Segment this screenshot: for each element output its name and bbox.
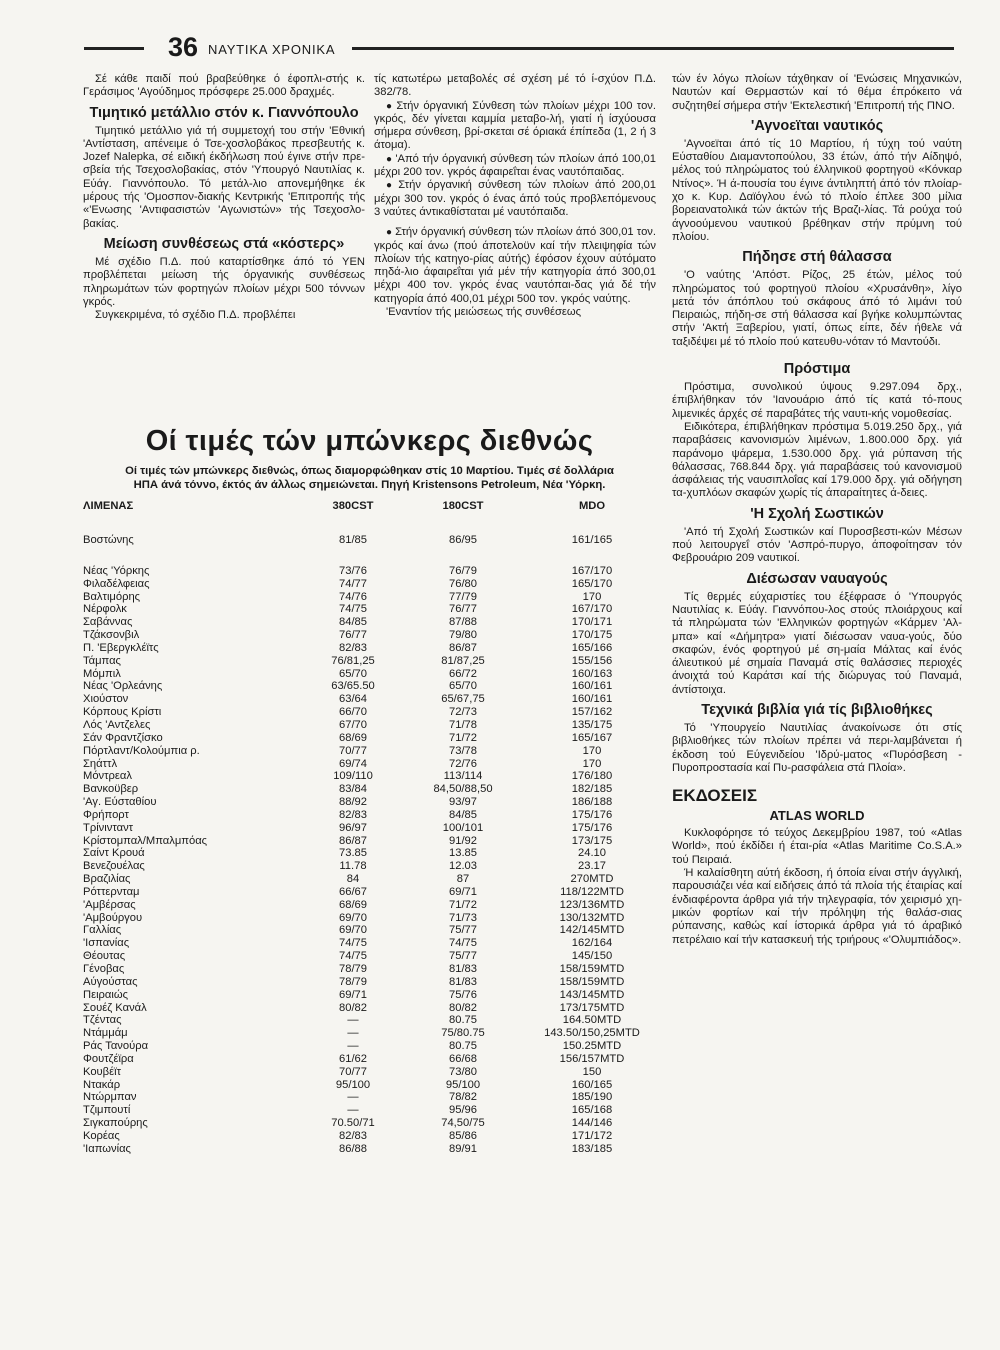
table-cell-port: Βαλτιμόρης: [83, 590, 141, 603]
col3-intro-text: τών έν λόγω πλοίων τάχθηκαν οί 'Ενώσεις Μηχανικών, Ναυτών καί Θερμαστών καί τό θέμα έπρόκειτο νά συζητηθεί σήμερα στήν 'Εκτελεστική 'Επιτροπή τής ΠΝΟ.: [672, 73, 962, 112]
table-cell-mdo: 176/180: [571, 770, 613, 783]
bunker-prices-table: [83, 500, 656, 1156]
table-row: [83, 534, 656, 547]
table-row: [83, 655, 656, 668]
table-cell-380cst: —: [347, 1027, 359, 1040]
table-cell-380cst: 86/87: [339, 834, 367, 847]
table-cell-port: Πόρτλαντ/Κολούμπια ρ.: [83, 744, 200, 757]
table-cell-mdo: 143/145MTD: [559, 988, 625, 1001]
col2-end-text: 'Εναντίον τής μειώσεως τής συνθέσεως: [386, 306, 581, 319]
ekdoseis-heading: ΕΚΔΟΣΕΙΣ: [672, 786, 758, 806]
school-heading: 'Η Σχολή Σωστικών: [750, 505, 884, 522]
header-port: ΛΙΜΕΝΑΣ: [83, 500, 134, 512]
table-cell-port: 'Ιαπωνίας: [83, 1142, 131, 1155]
table-row: [83, 693, 656, 706]
table-cell-mdo: 160/163: [571, 667, 613, 680]
koster-text-2: Συγκεκριμένα, τό σχέδιο Π.Δ. προβλέπει: [95, 309, 296, 322]
table-cell-180cst: 75/77: [449, 924, 477, 937]
table-cell-mdo: 167/170: [571, 564, 613, 577]
table-cell-mdo: 170: [582, 744, 602, 757]
bullet-item-2: 'Από τήν όργανική σύνθεση τών πλοίων άπό 100,01 μέχρι 200 τον. γκρός άφαιρεΐται ένας ναυτόπαιδας.: [374, 152, 656, 179]
table-row: [83, 1130, 656, 1143]
table-cell-mdo: 170/171: [571, 616, 613, 629]
table-cell-180cst: 74,50/75: [441, 1117, 485, 1130]
table-cell-180cst: 80.75: [449, 1014, 477, 1027]
table-cell-mdo: 158/159MTD: [559, 963, 625, 975]
table-row: [83, 578, 656, 591]
table-cell-mdo: 161/165: [571, 534, 613, 546]
table-row: [83, 642, 656, 655]
table-cell-port: Σάν Φραντζίσκο: [83, 731, 163, 744]
table-cell-port: 'Αμβούργου: [83, 911, 143, 924]
table-cell-mdo: 135/175: [571, 718, 613, 731]
table-cell-port: Βανκοϋβερ: [83, 783, 139, 796]
table-row: [83, 822, 656, 835]
table-cell-port: Ντακάρ: [83, 1078, 121, 1091]
atlas-text-2: Ή καλαίσθητη αύτή έκδοση, ή όποία είναι στήν άγγλική, παρουσιάζει νέα καί ειδήσεις άπό τά πλοία τής έταιρίας καί ένδιαφέροντα άρθρα γιά τήν τηλεγραφία, τόν χειρισμό χη-μικών φορτίων καί τήν πρόληψη τής θαλάσ-σιας ρύπανσης, καθώς καί ίστορικά άρθρα γιά τό άραβικό πετρέλαιο καί τήν κατασκευή τής τριήρους «'Ολυμπιάδος».: [672, 867, 962, 946]
table-row: [83, 835, 656, 848]
medal-heading: Τιμητικό μετάλλιο στόν κ. Γιαννόπουλο: [89, 104, 359, 121]
koster-text-1: Μέ σχέδιο Π.Δ. πού καταρτίσθηκε άπό τό ΥΕΝ προβλέπεται μείωση τής όργανικής συνθέσεως πληρωμάτων τών φορτηγών πλοίων μέχρι 500 τόννων γκρός.: [83, 255, 365, 308]
table-cell-port: Τζιμπουτί: [83, 1104, 131, 1117]
table-cell-180cst: 71/73: [449, 911, 477, 924]
table-cell-port: Φιλαδέλφειας: [83, 577, 150, 590]
table-row: [83, 1027, 656, 1040]
table-row: [83, 963, 656, 976]
table-cell-380cst: 80/82: [339, 1001, 367, 1014]
table-row: [83, 912, 656, 925]
table-cell-mdo: 144/146: [571, 1117, 613, 1130]
table-cell-380cst: 82/83: [339, 808, 367, 821]
table-cell-mdo: 157/162: [571, 706, 613, 719]
bunker-prices-caption: [83, 464, 656, 492]
header-rule-right: [352, 47, 954, 50]
table-cell-180cst: 72/73: [449, 706, 477, 719]
table-cell-180cst: 66/68: [449, 1052, 477, 1065]
table-cell-180cst: 95/100: [445, 1078, 481, 1091]
table-cell-380cst: 63/64: [339, 693, 367, 706]
table-cell-380cst: 96/97: [339, 821, 367, 834]
table-row: [83, 1066, 656, 1079]
table-cell-380cst: 74/75: [339, 950, 367, 963]
table-cell-mdo: 150.25MTD: [562, 1040, 622, 1053]
table-cell-mdo: 167/170: [571, 603, 613, 616]
table-cell-380cst: —: [347, 1104, 359, 1117]
table-row: [83, 796, 656, 809]
table-cell-mdo: 165/166: [571, 641, 613, 654]
table-cell-mdo: 118/122MTD: [560, 885, 624, 898]
table-cell-180cst: 76/77: [449, 603, 477, 616]
table-cell-380cst: 74/77: [339, 577, 367, 590]
table-cell-180cst: 72/76: [449, 757, 477, 770]
missing-sailor-text: 'Αγνοεϊται άπό τίς 10 Μαρτίου, ή τύχη τού ναύτη Εύσταθίου Διαμαντοπούλου, 33 έτών, άπό τήν Αίδηψό, μέλος τού πληρώματος τού έλληνικοϋ φορτηγοϋ «Κόνκαρ Ντίνος». Ή ά-πουσία του έγινε άντιληπτή άπό τόν πλοίαρ-χο κ. Κυρ. Δαϊόγλου ένώ τό πλοίο έπλεε 300 μίλια βορειανατολικά τών άκτών τής Βραζι-λίας. Τά ρούχα τού άγνοούμενου ναυτικού βρέθηκαν στήν πρύμνη τού πλοίου.: [672, 137, 962, 243]
table-cell-port: Κόρπους Κρίστι: [83, 706, 162, 719]
table-cell-port: Σιγκαπούρης: [83, 1117, 148, 1130]
table-cell-mdo: 150: [582, 1065, 602, 1078]
table-cell-180cst: 113/114: [443, 770, 483, 783]
bullet-item-4: Στήν όργανική σύνθεση τών πλοίων άπό 300,01 τον. γκρός καί άνω (πού άποτελοϋν καί τήν πλειψηφία τών πλοίων τής κατηγο-ρίας αύτής) έφόσον έχουν αύτόματο πηδά-λιο άφαιρεΐται γιά μέν τήν κατηγορία άπό 300,01 μέχρι 400 τον. γκρός ένας ναυτόπαι-δας γιά δέ τήν κατηγορία άπό 400,01 μέχρι 500 τον. γκρός ναύτης.: [374, 226, 656, 305]
table-cell-port: Σηάττλ: [83, 757, 118, 770]
table-row: [83, 565, 656, 578]
table-cell-port: Ράς Τανούρα: [83, 1040, 149, 1053]
table-cell-380cst: 63/65.50: [331, 680, 375, 693]
table-cell-380cst: 74/76: [339, 590, 367, 603]
table-cell-port: Νέρφολκ: [83, 603, 127, 616]
table-cell-380cst: 82/83: [339, 1129, 367, 1142]
table-cell-380cst: 84/85: [339, 616, 367, 629]
medal-text: Τιμητικό μετάλλιο γιά τή συμμετοχή του στήν 'Εθνική 'Αντίσταση, απένειμε ό Τσε-χοσλοβάκος πρεσβευτής κ. Jozef Nalepka, σέ ειδική έκδήλωση πού έγινε στήν πρε-σβεία τής Τσεχοσλοβακίας, στόν 'Υπουργό Ναυτιλίας κ. Εύάγ. Γιαννόπουλο. Τό μετάλ-λιο απονεμήθηκε έκ μέρους τής 'Ομοσπον-διακής Κεντρικής 'Επιτροπής τής «'Ενωσης 'Αντιφασιστών 'Αγωνιστών» τής Τσεχοσλο-βακίας.: [83, 124, 365, 230]
table-cell-380cst: 66/67: [339, 885, 367, 898]
table-cell-mdo: 24.10: [578, 847, 606, 860]
table-cell-mdo: 160/161: [571, 680, 613, 693]
table-cell-380cst: 73.85: [339, 847, 367, 860]
table-row: [83, 989, 656, 1002]
table-cell-mdo: 130/132MTD: [559, 911, 625, 924]
table-cell-380cst: 76/77: [339, 629, 367, 642]
bunker-prices-title: Οί τιμές τών μπώνκερς διεθνώς: [145, 425, 594, 457]
header-380cst: 380CST: [332, 500, 374, 512]
table-cell-port: Φουτζέϊρα: [83, 1052, 134, 1065]
table-cell-port: Νέας 'Υόρκης: [83, 564, 150, 577]
table-cell-180cst: 65/70: [449, 680, 477, 693]
rescue-heading: Διέσωσαν ναυαγούς: [746, 570, 888, 587]
school-text: 'Από τή Σχολή Σωστικών καί Πυροσβεστι-κών Μέσων πού λειτουργεΐ στόν 'Ασπρό-πυργο, άποφοίτησαν τόν Φεβρουάριο 209 ναυτικοί.: [672, 525, 962, 565]
table-cell-180cst: 12.03: [449, 860, 477, 873]
table-cell-mdo: 155/156: [571, 654, 613, 667]
table-cell-180cst: 86/87: [449, 641, 477, 654]
table-cell-180cst: 76/80: [449, 577, 477, 590]
table-cell-180cst: 13.85: [449, 847, 477, 860]
table-cell-port: Τζάκσονβιλ: [83, 629, 140, 642]
table-row: [83, 603, 656, 616]
table-cell-180cst: 74/75: [449, 937, 477, 950]
table-cell-port: Μόντρεαλ: [83, 770, 132, 783]
table-cell-380cst: 84: [346, 873, 360, 886]
table-cell-380cst: 65/70: [339, 667, 367, 680]
header-rule-left: [84, 47, 144, 50]
table-cell-mdo: 164.50MTD: [562, 1014, 622, 1027]
jumped-heading: Πήδησε στή θάλασσα: [742, 249, 892, 266]
table-cell-mdo: 175/176: [571, 821, 613, 834]
table-cell-port: Γαλλίας: [83, 924, 122, 937]
page-number: 36: [168, 32, 199, 62]
books-text: Τό 'Υπουργείο Ναυτιλίας άνακοίνωσε ότι στίς βιβλιοθήκες τών πλοίων πρέπει νά περι-λαμβάνεται ή έκδοση τού Εύγενιδείου 'Ιδρύ-ματος «Πυρόσβεση - Πυροπροστασία καί Πυ-ρασφάλεια στά Πλοία».: [672, 721, 962, 774]
table-cell-port: Βενεζουέλας: [83, 860, 145, 873]
table-cell-mdo: 165/168: [571, 1104, 613, 1117]
table-row: [83, 668, 656, 681]
table-cell-380cst: 11.78: [339, 860, 367, 873]
bullet-item-3: Στήν όργανική σύνθεση τών πλοίων άπό 200,01 μέχρι 300 τον. γκρός ό ένας άπό τούς προβλεπόμενους 3 ναύτες άντικαθίσταται μέ ναυτόπαιδα.: [374, 179, 656, 218]
atlas-text-1: Κυκλοφόρησε τό τεύχος Δεκεμβρίου 1987, τού «Atlas World», πού έκδίδει ή έται-ρία «Atlas Maritime Co.S.A.» τού Πειραιά.: [672, 827, 962, 866]
table-cell-380cst: 61/62: [339, 1052, 367, 1065]
bullet-icon: [386, 153, 395, 165]
table-cell-180cst: 73/80: [449, 1065, 477, 1078]
table-cell-380cst: 69/70: [339, 911, 367, 924]
table-cell-mdo: 170: [582, 590, 602, 603]
table-cell-180cst: 87: [456, 873, 470, 886]
table-cell-380cst: —: [347, 1014, 359, 1027]
table-cell-port: Χιούστον: [83, 693, 129, 706]
table-cell-180cst: 69/71: [449, 885, 477, 898]
table-cell-port: Βραζιλίας: [83, 873, 131, 886]
atlas-heading: ATLAS WORLD: [769, 808, 865, 824]
table-row: [83, 976, 656, 989]
table-cell-mdo: 270MTD: [570, 873, 614, 886]
table-cell-380cst: 69/71: [339, 988, 367, 1001]
table-cell-port: Ντάμμάμ: [83, 1027, 128, 1040]
table-cell-380cst: 86/88: [339, 1142, 367, 1155]
table-cell-port: Π. 'Εβεργκλέϊτς: [83, 641, 159, 654]
table-row: [83, 950, 656, 963]
table-cell-380cst: 69/74: [339, 757, 367, 770]
table-cell-port: Αύγούστας: [83, 975, 138, 988]
books-heading: Τεχνικά βιβλία γιά τίς βιβλιοθήκες: [701, 701, 933, 718]
table-cell-port: Ντώρμπαν: [83, 1091, 137, 1104]
table-cell-mdo: 173/175: [571, 834, 613, 847]
table-row: [83, 899, 656, 912]
table-cell-port: Λός 'Αντζελες: [83, 718, 151, 731]
caption-line-1: Οί τιμές τών μπώνκερς διεθνώς, όπως διαμορφώθηκαν στίς 10 Μαρτίου. Τιμές σέ δολλάρια: [125, 465, 614, 477]
table-cell-mdo: 162/164: [571, 937, 613, 950]
table-row: [83, 1053, 656, 1066]
table-cell-180cst: 80/82: [449, 1001, 477, 1014]
table-cell-380cst: 109/110: [333, 770, 373, 783]
missing-sailor-heading: 'Αγνοεϊται ναυτικός: [750, 117, 884, 134]
table-cell-180cst: 65/67,75: [441, 693, 485, 706]
table-row: [83, 886, 656, 899]
table-cell-port: Ρόττερνταμ: [83, 885, 140, 898]
table-cell-port: Κρίστομπαλ/Μπαλμπόας: [83, 834, 208, 847]
table-cell-port: Σαβάννας: [83, 616, 133, 629]
table-cell-380cst: 67/70: [339, 718, 367, 731]
table-cell-mdo: 160/161: [571, 693, 613, 706]
table-cell-180cst: 95/96: [449, 1104, 477, 1117]
table-row: [83, 680, 656, 693]
table-cell-180cst: 66/72: [449, 667, 477, 680]
table-cell-380cst: 83/84: [339, 783, 367, 796]
table-cell-mdo: 23.17: [578, 860, 606, 873]
table-cell-180cst: 81/87,25: [441, 654, 485, 667]
bullet-icon: [386, 100, 396, 112]
table-cell-mdo: 171/172: [571, 1129, 613, 1142]
koster-heading: Μείωση συνθέσεως στά «κόστερς»: [103, 235, 345, 252]
table-cell-port: Κουβέϊτ: [83, 1065, 121, 1078]
table-cell-380cst: 78/79: [339, 975, 367, 988]
bullet-icon: [386, 179, 398, 191]
table-cell-port: Πειραιώς: [83, 988, 128, 1001]
table-cell-mdo: 142/145MTD: [559, 924, 625, 937]
header-mdo: MDO: [578, 500, 606, 512]
table-cell-mdo: 145/150: [571, 950, 613, 963]
table-row: [83, 745, 656, 758]
caption-line-2: ΗΠΑ άνά τόννο, έκτός άν άλλως σημειώνεται. Πηγή Kristensons Petroleum, Νέα 'Υόρκη.: [133, 479, 606, 491]
bullet-item-1: Στήν όργανική Σύνθεση τών πλοίων μέχρι 100 τον. γκρός, δέν γίνεται καμμία μεταβο-λή, γιατί ή ίσχύουσα σήμερα σύνθεση, βρί-σκεται σέ όριακά έπίπεδα (1, 2 ή 3 άτομα).: [374, 99, 656, 152]
column-2: [374, 73, 656, 319]
fines-heading: Πρόστιμα: [783, 361, 851, 378]
table-row: [83, 783, 656, 796]
table-row: [83, 1143, 656, 1156]
table-cell-380cst: 69/70: [339, 924, 367, 937]
magazine-name: ΝΑΥΤΙΚΑ ΧΡΟΝΙΚΑ: [208, 42, 336, 57]
table-cell-mdo: 183/185: [571, 1142, 613, 1155]
table-cell-380cst: —: [347, 1040, 359, 1053]
table-cell-180cst: 84,50/88,50: [433, 783, 493, 796]
table-row: [83, 860, 656, 873]
table-row: [83, 591, 656, 604]
table-row: [83, 1079, 656, 1092]
page-header: [84, 32, 954, 66]
column-1: [83, 73, 365, 322]
table-cell-180cst: 75/80.75: [441, 1027, 485, 1040]
table-cell-380cst: 76/81,25: [331, 654, 375, 667]
bullet-icon: [386, 226, 395, 238]
table-row: [83, 937, 656, 950]
table-cell-mdo: 170/175: [571, 629, 613, 642]
table-cell-380cst: 78/79: [339, 963, 367, 975]
table-row: [83, 629, 656, 642]
table-cell-180cst: 71/72: [449, 898, 477, 911]
table-row: [83, 1014, 656, 1027]
table-cell-180cst: 81/83: [449, 975, 477, 988]
table-cell-mdo: 123/136MTD: [559, 898, 625, 911]
table-cell-180cst: 91/92: [449, 834, 477, 847]
table-header-row: [83, 500, 656, 516]
table-cell-180cst: 81/83: [449, 963, 477, 975]
table-cell-180cst: 77/79: [449, 590, 477, 603]
table-cell-180cst: 79/80: [449, 629, 477, 642]
table-cell-port: Θέουτας: [83, 950, 126, 963]
table-cell-port: Τάμπας: [83, 654, 121, 667]
table-cell-380cst: —: [347, 1091, 359, 1104]
table-cell-380cst: 74/75: [339, 937, 367, 950]
jumped-text: 'Ο ναύτης 'Απόστ. Ρίζος, 25 έτών, μέλος τού πληρώματος τού φορτηγοϋ πλοίου «Χρυσάνθη», λίγο μετά τόν άπόπλου τού σκάφους άπό τό λιμάνι τού Πειραιώς, πήδη-σε στή θάλασσα καί βγήκε κολυμπώντας στήν 'Ακτή Ξαβερίου, γιατί, όπως είπε, δέν ήθελε νά ταξιδέψει μέ τό πλοίο πού κατευθυ-νόταν τό Μαντούδι.: [672, 269, 962, 348]
table-row: [83, 873, 656, 886]
table-cell-port: Σαίντ Κρουά: [83, 847, 145, 860]
table-row: [83, 847, 656, 860]
table-cell-port: Κορέας: [83, 1129, 120, 1142]
table-cell-180cst: 84/85: [449, 808, 477, 821]
fines-text-2: Ειδικότερα, έπιβλήθηκαν πρόστιμα 5.019.250 δρχ., γιά παραβάσεις κανονισμών λιμένων, 1.800.000 δρχ. γιά παράνομο ψάρεμα, 1.530.000 δρχ. γιά ρύπανση τής θάλασσας, 768.844 δρχ. γιά παραβάσεις τού κανονισμοϋ άσφάλειας τής ναυσιπλοΐας καί 179.000 δρχ. γιά οδήγηση τα-χυπλόων σκαφών χωρίς τίς άπαραίτητες ά-δειες.: [672, 420, 962, 500]
table-cell-380cst: 95/100: [335, 1078, 371, 1091]
table-cell-mdo: 185/190: [571, 1091, 613, 1104]
column-3: [672, 73, 962, 947]
table-cell-180cst: 86/95: [449, 534, 477, 546]
table-cell-180cst: 73/78: [449, 744, 477, 757]
table-cell-380cst: 70/77: [339, 744, 367, 757]
table-cell-380cst: 68/69: [339, 898, 367, 911]
col1-intro-text: Σέ κάθε παιδί πού βραβεύθηκε ό έφοπλι-στής κ. Γεράσιμος 'Αγούδημος πρόσφερε 25.000 δραχμές.: [83, 73, 365, 99]
table-cell-port: Βοστώνης: [83, 534, 134, 546]
table-cell-port: Γένοβας: [83, 963, 125, 975]
table-cell-180cst: 75/77: [449, 950, 477, 963]
table-row: [83, 1040, 656, 1053]
table-cell-380cst: 70/77: [339, 1065, 367, 1078]
table-cell-180cst: 87/88: [449, 616, 477, 629]
table-cell-mdo: 143.50/150,25MTD: [544, 1027, 640, 1040]
table-cell-port: Τζέντας: [83, 1014, 122, 1027]
table-cell-180cst: 71/78: [449, 718, 477, 731]
table-row: [83, 616, 656, 629]
table-cell-mdo: 170: [582, 757, 602, 770]
table-row: [83, 770, 656, 783]
table-cell-380cst: 73/76: [339, 564, 367, 577]
table-cell-180cst: 76/79: [449, 564, 477, 577]
table-cell-180cst: 85/86: [449, 1129, 477, 1142]
table-cell-180cst: 80.75: [449, 1040, 477, 1053]
table-cell-mdo: 158/159MTD: [559, 975, 625, 988]
table-cell-mdo: 173/175MTD: [559, 1001, 625, 1014]
table-row: [83, 732, 656, 745]
table-cell-mdo: 182/185: [571, 783, 613, 796]
table-cell-380cst: 82/83: [339, 641, 367, 654]
table-cell-port: Τρίνινταντ: [83, 821, 134, 834]
table-row: [83, 924, 656, 937]
header-180cst: 180CST: [442, 500, 484, 512]
table-row: [83, 1104, 656, 1117]
table-cell-mdo: 186/188: [571, 796, 613, 809]
table-cell-port: 'Αγ. Εύσταθίου: [83, 796, 157, 809]
table-cell-380cst: 70.50/71: [331, 1117, 375, 1130]
table-cell-380cst: 88/92: [339, 796, 367, 809]
table-cell-380cst: 74/75: [339, 603, 367, 616]
col2-intro-text: τίς κατωτέρω μεταβολές σέ σχέση μέ τό ί-σχύον Π.Δ. 382/78.: [374, 73, 656, 99]
table-cell-mdo: 175/176: [571, 808, 613, 821]
table-row: [83, 758, 656, 771]
table-cell-mdo: 165/170: [571, 577, 613, 590]
table-cell-mdo: 156/157MTD: [559, 1052, 625, 1065]
table-row: [83, 719, 656, 732]
fines-text-1: Πρόστιμα, συνολικού ύψους 9.297.094 δρχ., έπιβλήθηκαν τόν 'Ιανουάριο άπό τίς κατά τό-πους λιμενικές άρχές σέ παραβάτες τής ναυτι-κής νομοθεσίας.: [672, 381, 962, 420]
table-cell-port: 'Ισπανίας: [83, 937, 130, 950]
table-row: [83, 1091, 656, 1104]
table-cell-180cst: 71/72: [449, 731, 477, 744]
table-cell-port: Μόμπιλ: [83, 667, 121, 680]
table-cell-380cst: 66/70: [339, 706, 367, 719]
table-cell-180cst: 78/82: [449, 1091, 477, 1104]
table-cell-380cst: 81/85: [339, 534, 367, 546]
table-cell-380cst: 68/69: [339, 731, 367, 744]
table-cell-180cst: 75/76: [449, 988, 477, 1001]
table-row: [83, 1117, 656, 1130]
table-cell-port: 'Αμβέρσας: [83, 898, 136, 911]
table-cell-mdo: 160/165: [571, 1078, 613, 1091]
table-cell-port: Νέας 'Ορλεάνης: [83, 680, 163, 693]
table-cell-port: Σουέζ Κανάλ: [83, 1001, 147, 1014]
table-cell-mdo: 165/167: [571, 731, 613, 744]
table-cell-180cst: 89/91: [449, 1142, 477, 1155]
table-cell-180cst: 93/97: [449, 796, 477, 809]
table-cell-180cst: 100/101: [442, 821, 484, 834]
table-row: [83, 809, 656, 822]
table-cell-port: Φρήπορτ: [83, 808, 129, 821]
table-row: [83, 706, 656, 719]
rescue-text: Τίς θερμές εύχαριστίες του έξέφρασε ό 'Υπουργός Ναυτιλίας κ. Εύάγ. Γιαννόπου-λος στούς πλοιάρχους καί τά πληρώματα τών 'Ελληνικών φορτηγών «Κάρμεν 'Αλ-μπα» καί «Δήμητρα» γιατί διέσωσαν ναυα-γούς, δύο σκαφών, ένός φορτηγού μέ ση-μαία Μάλτας καί ένός άλιευτικού μέ σημαία Παναμά στίς θαλάσσιες περιοχές άνοιχτά τού Καράτσι καί τής διώρυγας τού Παναμά, άντίστοιχα.: [672, 590, 962, 696]
table-row: [83, 1002, 656, 1015]
